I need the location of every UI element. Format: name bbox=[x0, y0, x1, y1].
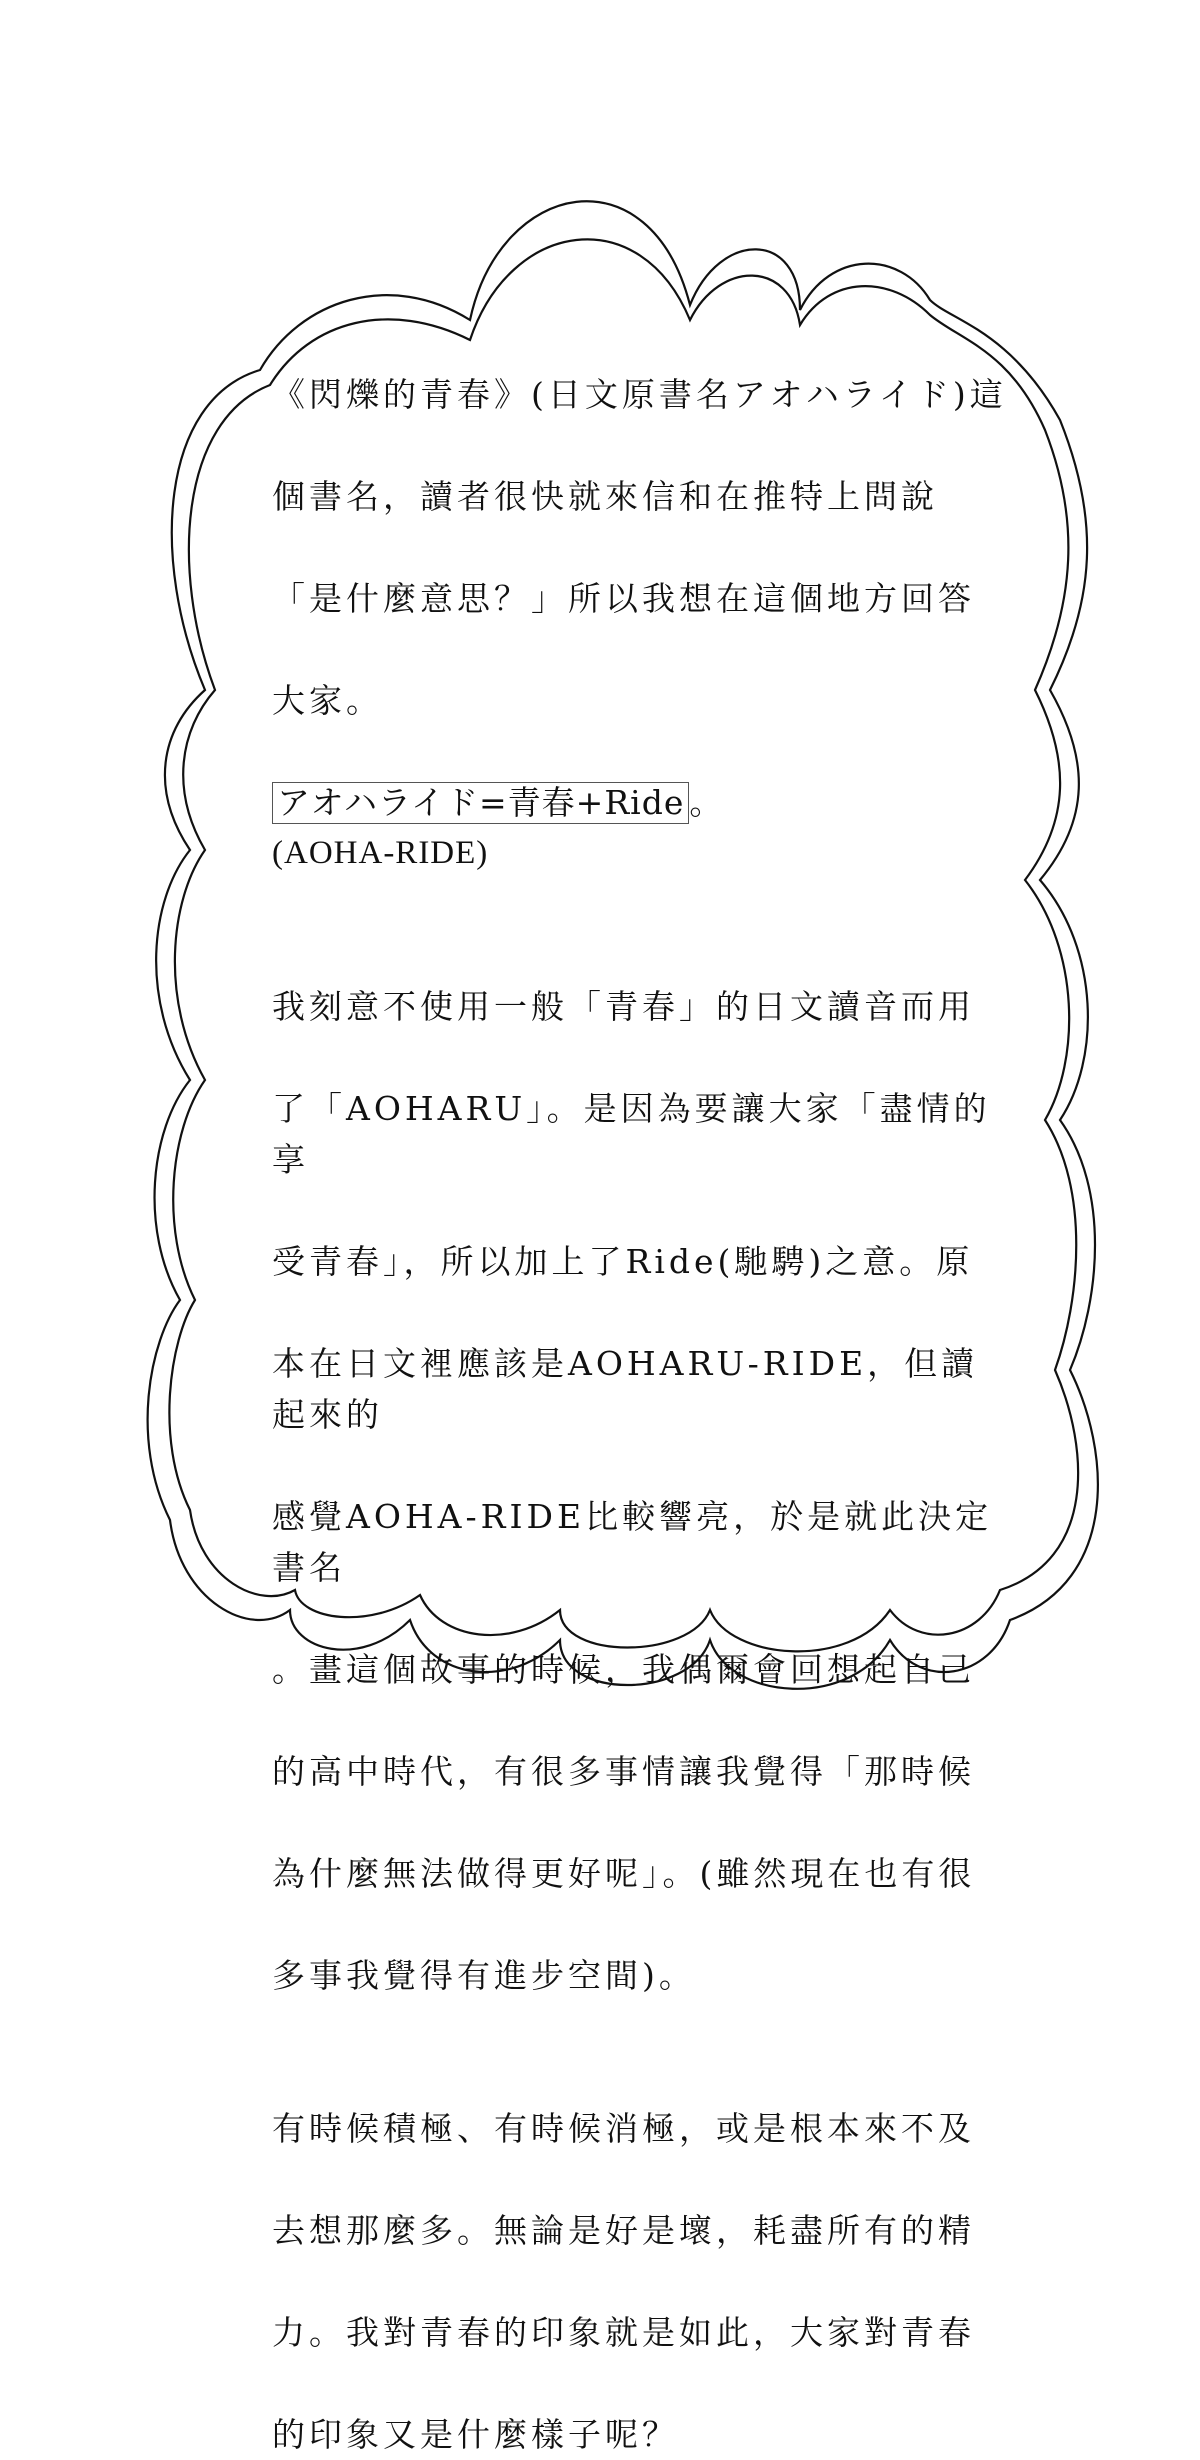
romanized-title: (AOHA-RIDE) bbox=[272, 835, 489, 871]
text-line: 的印象又是什麼樣子呢？ bbox=[272, 2415, 679, 2454]
text-line: 我刻意不使用一般「青春」的日文讀音而用 bbox=[272, 987, 975, 1026]
text-line: 力。我對青春的印象就是如此，大家對青春 bbox=[272, 2313, 975, 2352]
text-line: 感覺AOHA-RIDE比較響亮，於是就此決定書名 bbox=[272, 1497, 993, 1587]
paragraph-spacer bbox=[272, 879, 1012, 930]
afterword-text-block bbox=[272, 318, 1012, 2460]
text-line: 為什麼無法做得更好呢」。(雖然現在也有很 bbox=[272, 1854, 976, 1893]
paragraph-title-formula bbox=[272, 777, 1012, 879]
text-line: 受青春」，所以加上了Ride(馳騁)之意。原 bbox=[272, 1242, 974, 1281]
text-line: 個書名，讀者很快就來信和在推特上問說 bbox=[272, 477, 938, 516]
paragraph-spacer bbox=[272, 726, 1012, 777]
formula-period: 。 bbox=[689, 783, 724, 822]
text-line: 。畫這個故事的時候，我偶爾會回想起自己 bbox=[272, 1650, 975, 1689]
text-line: 有時候積極、有時候消極，或是根本來不及 bbox=[272, 2109, 975, 2148]
boxed-formula-line bbox=[272, 777, 1012, 828]
text-line: 「是什麼意思？」所以我想在這個地方回答 bbox=[272, 579, 975, 618]
text-line: 的高中時代，有很多事情讓我覺得「那時候 bbox=[272, 1752, 975, 1791]
boxed-formula: アオハライド=青春+Ride bbox=[272, 782, 689, 824]
text-line: 多事我覺得有進步空間)。 bbox=[272, 1956, 696, 1995]
paragraph-spacer bbox=[272, 2001, 1012, 2052]
paragraph-title-explanation bbox=[272, 930, 1012, 2001]
text-line: 《閃爍的青春》(日文原書名アオハライド)這 bbox=[272, 375, 1007, 414]
text-line: 了「AOHARU」。是因為要讓大家「盡情的享 bbox=[272, 1089, 991, 1179]
text-line: 大家。 bbox=[272, 681, 383, 720]
text-line: 去想那麼多。無論是好是壞，耗盡所有的精 bbox=[272, 2211, 975, 2250]
paragraph-youth-impression bbox=[272, 2052, 1012, 2460]
paragraph-title-question bbox=[272, 318, 1012, 726]
text-line: 本在日文裡應該是AOHARU-RIDE，但讀起來的 bbox=[272, 1344, 979, 1434]
